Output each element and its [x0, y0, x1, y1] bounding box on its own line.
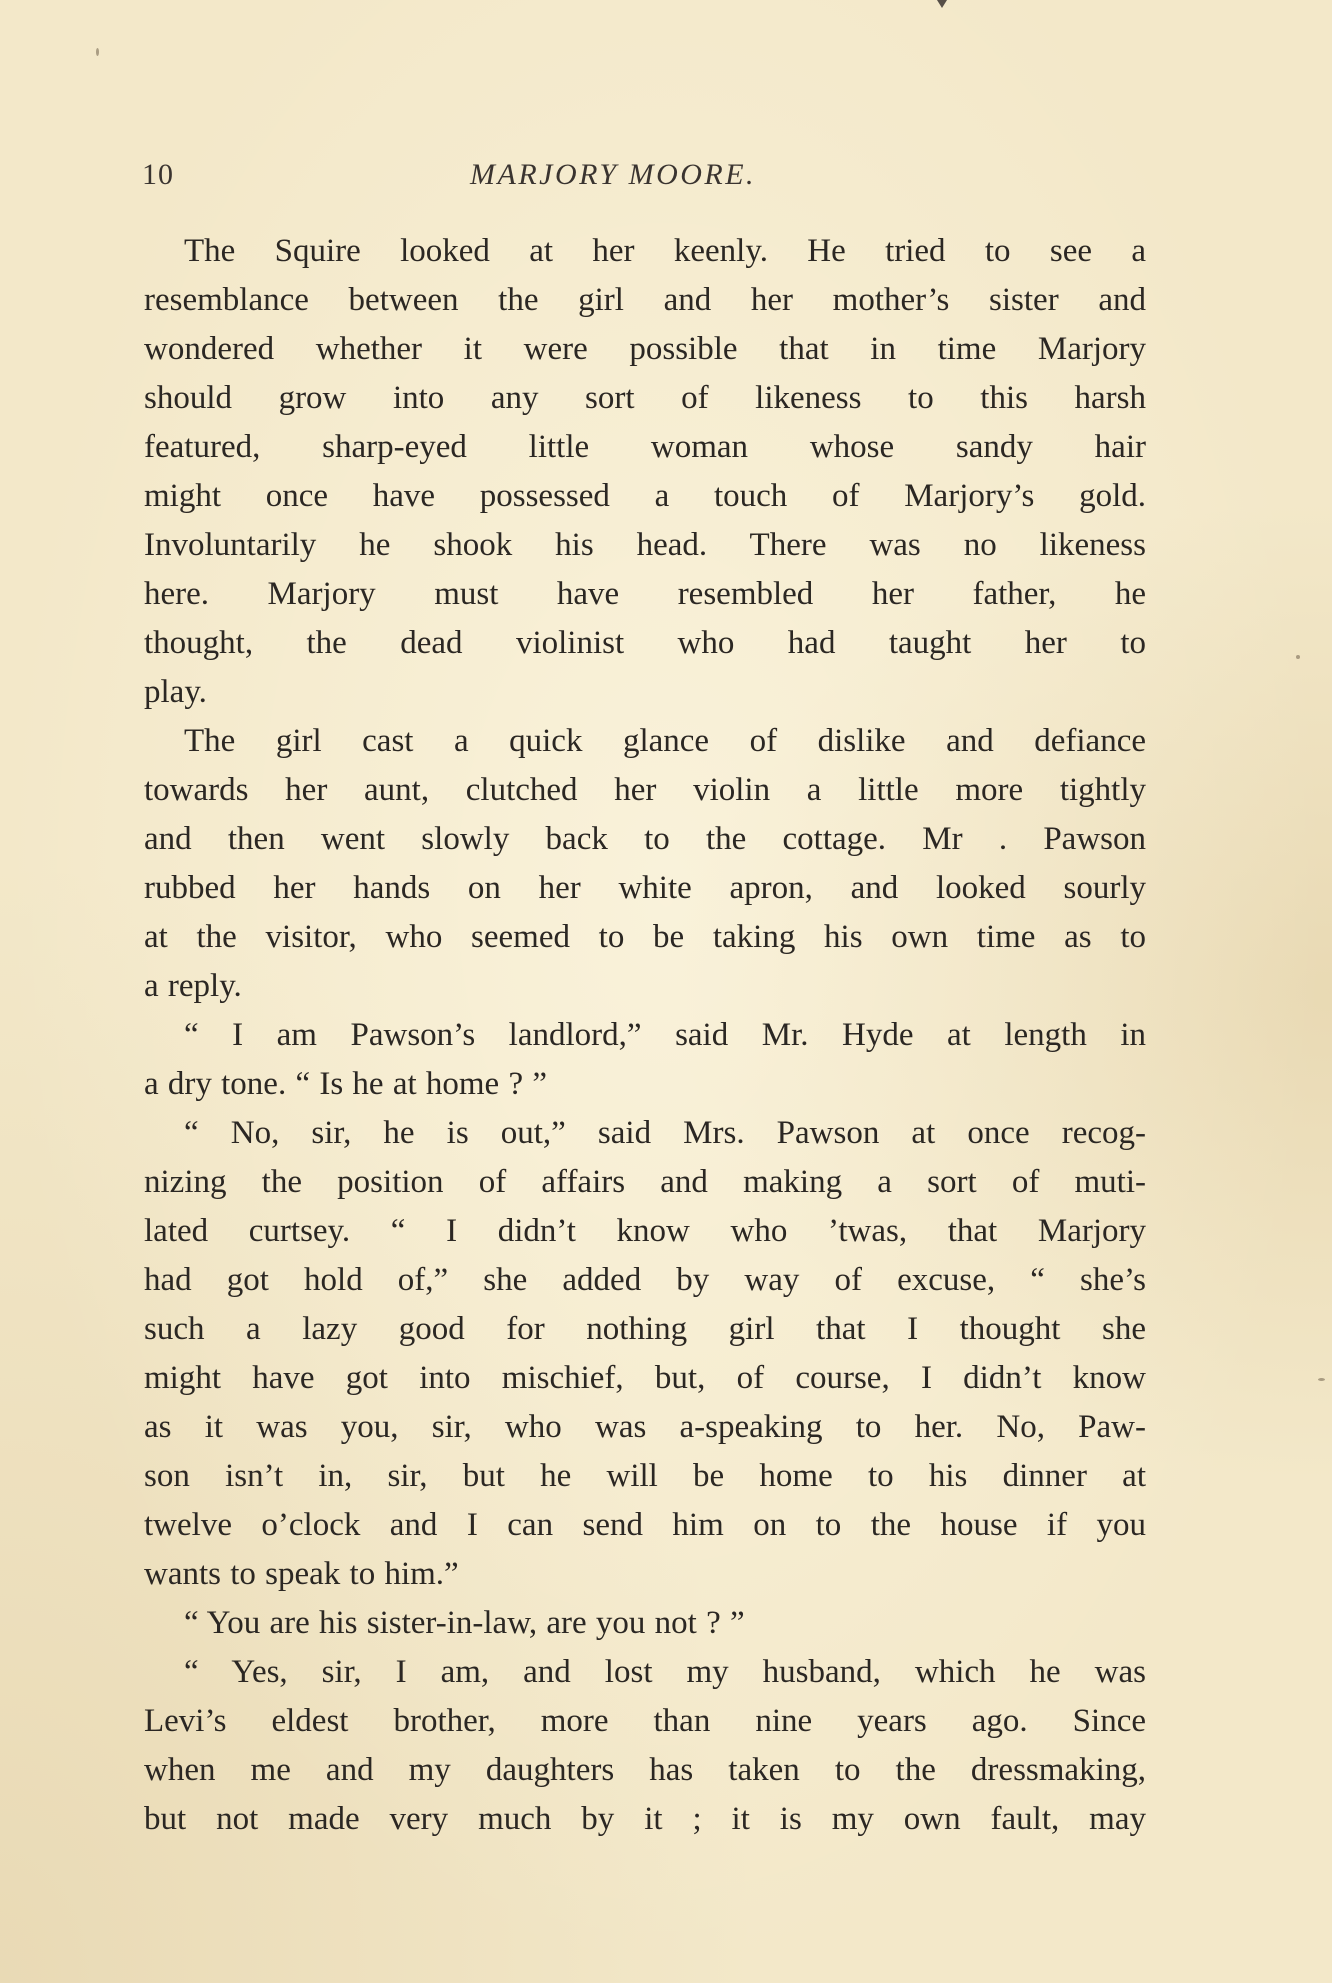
text-line: but not made very much by it ; it is my own fault, may [144, 1801, 1146, 1837]
paper-speck [1296, 655, 1300, 659]
text-line: had got hold of,” she added by way of excuse, “ she’s [144, 1262, 1146, 1298]
text-line: play. [144, 674, 207, 710]
text-line: a dry tone. “ Is he at home ? ” [144, 1066, 548, 1102]
text-line: wondered whether it were possible that in time Marjory [144, 331, 1146, 367]
text-line: and then went slowly back to the cottage. Mr . Pawson [144, 821, 1146, 857]
text-line: nizing the position of affairs and making a sort of muti- [144, 1164, 1146, 1200]
text-line: The girl cast a quick glance of dislike and defiance [184, 723, 1146, 759]
text-line: wants to speak to him.” [144, 1556, 459, 1592]
text-line: might have got into mischief, but, of course, I didn’t know [144, 1360, 1146, 1396]
paper-speck [1318, 1378, 1325, 1381]
text-line: resemblance between the girl and her mother’s sister and [144, 282, 1146, 318]
text-line: “ Yes, sir, I am, and lost my husband, which he was [184, 1654, 1146, 1690]
text-line: towards her aunt, clutched her violin a little more tightly [144, 772, 1146, 808]
text-line: as it was you, sir, who was a-speaking to her. No, Paw- [144, 1409, 1146, 1445]
text-line: might once have possessed a touch of Marjory’s gold. [144, 478, 1146, 514]
paper-speck [96, 48, 99, 56]
text-line: when me and my daughters has taken to the dressmaking, [144, 1752, 1146, 1788]
text-line: such a lazy good for nothing girl that I thought she [144, 1311, 1146, 1347]
text-line: should grow into any sort of likeness to this harsh [144, 380, 1146, 416]
text-line: at the visitor, who seemed to be taking his own time as to [144, 919, 1146, 955]
text-line: “ No, sir, he is out,” said Mrs. Pawson at once recog- [184, 1115, 1146, 1151]
body-text [144, 227, 1146, 1844]
page-number: 10 [142, 158, 174, 191]
text-line: Levi’s eldest brother, more than nine years ago. Since [144, 1703, 1146, 1739]
print-mark [937, 0, 947, 8]
text-line: featured, sharp-eyed little woman whose sandy hair [144, 429, 1146, 465]
text-line: The Squire looked at her keenly. He tried to see a [184, 233, 1146, 269]
text-line: a reply. [144, 968, 242, 1004]
text-line: thought, the dead violinist who had taught her to [144, 625, 1146, 661]
text-line: twelve o’clock and I can send him on to the house if you [144, 1507, 1146, 1543]
text-line: “ I am Pawson’s landlord,” said Mr. Hyde at length in [184, 1017, 1146, 1053]
text-line: lated curtsey. “ I didn’t know who ’twas, that Marjory [144, 1213, 1146, 1249]
text-line: “ You are his sister-in-law, are you not ? ” [184, 1605, 745, 1641]
text-line: rubbed her hands on her white apron, and looked sourly [144, 870, 1146, 906]
text-line: son isn’t in, sir, but he will be home to his dinner at [144, 1458, 1146, 1494]
running-title: MARJORY MOORE. [470, 158, 757, 191]
text-line: Involuntarily he shook his head. There was no likeness [144, 527, 1146, 563]
page-header [0, 158, 1332, 202]
text-line: here. Marjory must have resembled her father, he [144, 576, 1146, 612]
